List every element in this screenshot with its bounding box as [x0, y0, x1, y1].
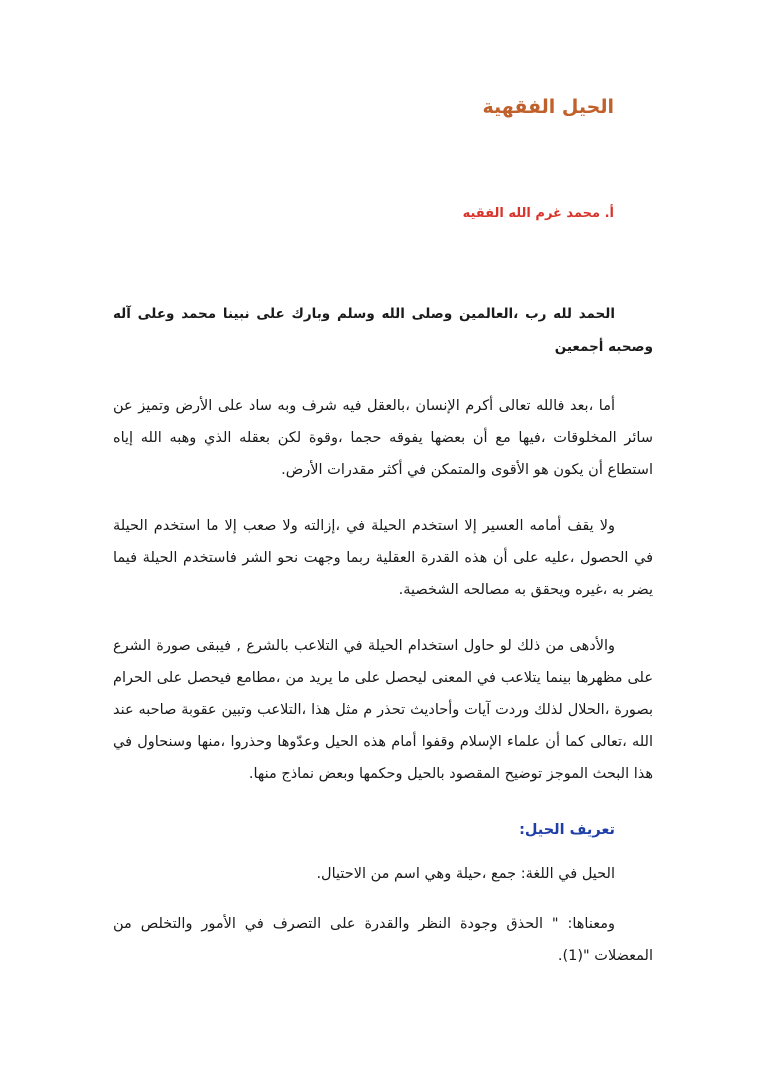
section-heading: تعريف الحيل:	[519, 822, 615, 838]
body-paragraph: والأدهى من ذلك لو حاول استخدام الحيلة في التلاعب بالشرع , فيبقى صورة الشرع على مظهرها بينما يتلاعب في المعنى ليحصل على ما يريد من ،مطامع فيحصل على الحرام بصورة ،الحلال لذلك وردت آيات وأحاديث تحذر م مثل هذا ،التلاعب وتبين عقوبة صاحبه عند الله ،تعالى كما أن علماء الإسلام وقفوا أمام هذه الحيل وعدّوها وحذروا ،منها وسنحاول في هذا البحث الموجز توضيح المقصود بالحيل وحكمها وبعض نماذج منها.	[113, 638, 653, 782]
body-paragraph: أما ،بعد فالله تعالى أكرم الإنسان ،بالعقل فيه شرف وبه ساد على الأرض وتميز عن سائر المخلوقات ،فيها مع أن بعضها يفوقه حجما ،وقوة لكن بعقله الذي وهبه الله إياه استطاع أن يكون هو الأقوى والمتمكن في أكثر مقدرات الأرض.	[113, 398, 653, 478]
definition-paragraph: الحيل في اللغة: جمع ،حيلة وهي اسم من الاحتيال.	[316, 866, 615, 882]
author-name: أ. محمد غرم الله الفقيه	[462, 206, 614, 221]
body-paragraph: ولا يقف أمامه العسير إلا استخدم الحيلة في ،إزالته ولا صعب إلا ما استخدم الحيلة في الحصول ،عليه على أن هذه القدرة العقلية ربما وجهت نحو الشر فاستخدم الحيلة فيما يضر به ،غيره ويحقق به مصالحه الشخصية.	[113, 518, 653, 598]
page-title: الحيل الفقهية	[482, 96, 614, 118]
document-body	[113, 298, 653, 990]
definition-paragraph: ومعناها: " الحذق وجودة النظر والقدرة على التصرف في الأمور والتخلص من المعضلات "(1).	[113, 916, 653, 964]
opening-paragraph: الحمد لله رب ،العالمين وصلى الله وسلم وبارك على نبينا محمد وعلى آله وصحبه أجمعين	[113, 306, 653, 355]
